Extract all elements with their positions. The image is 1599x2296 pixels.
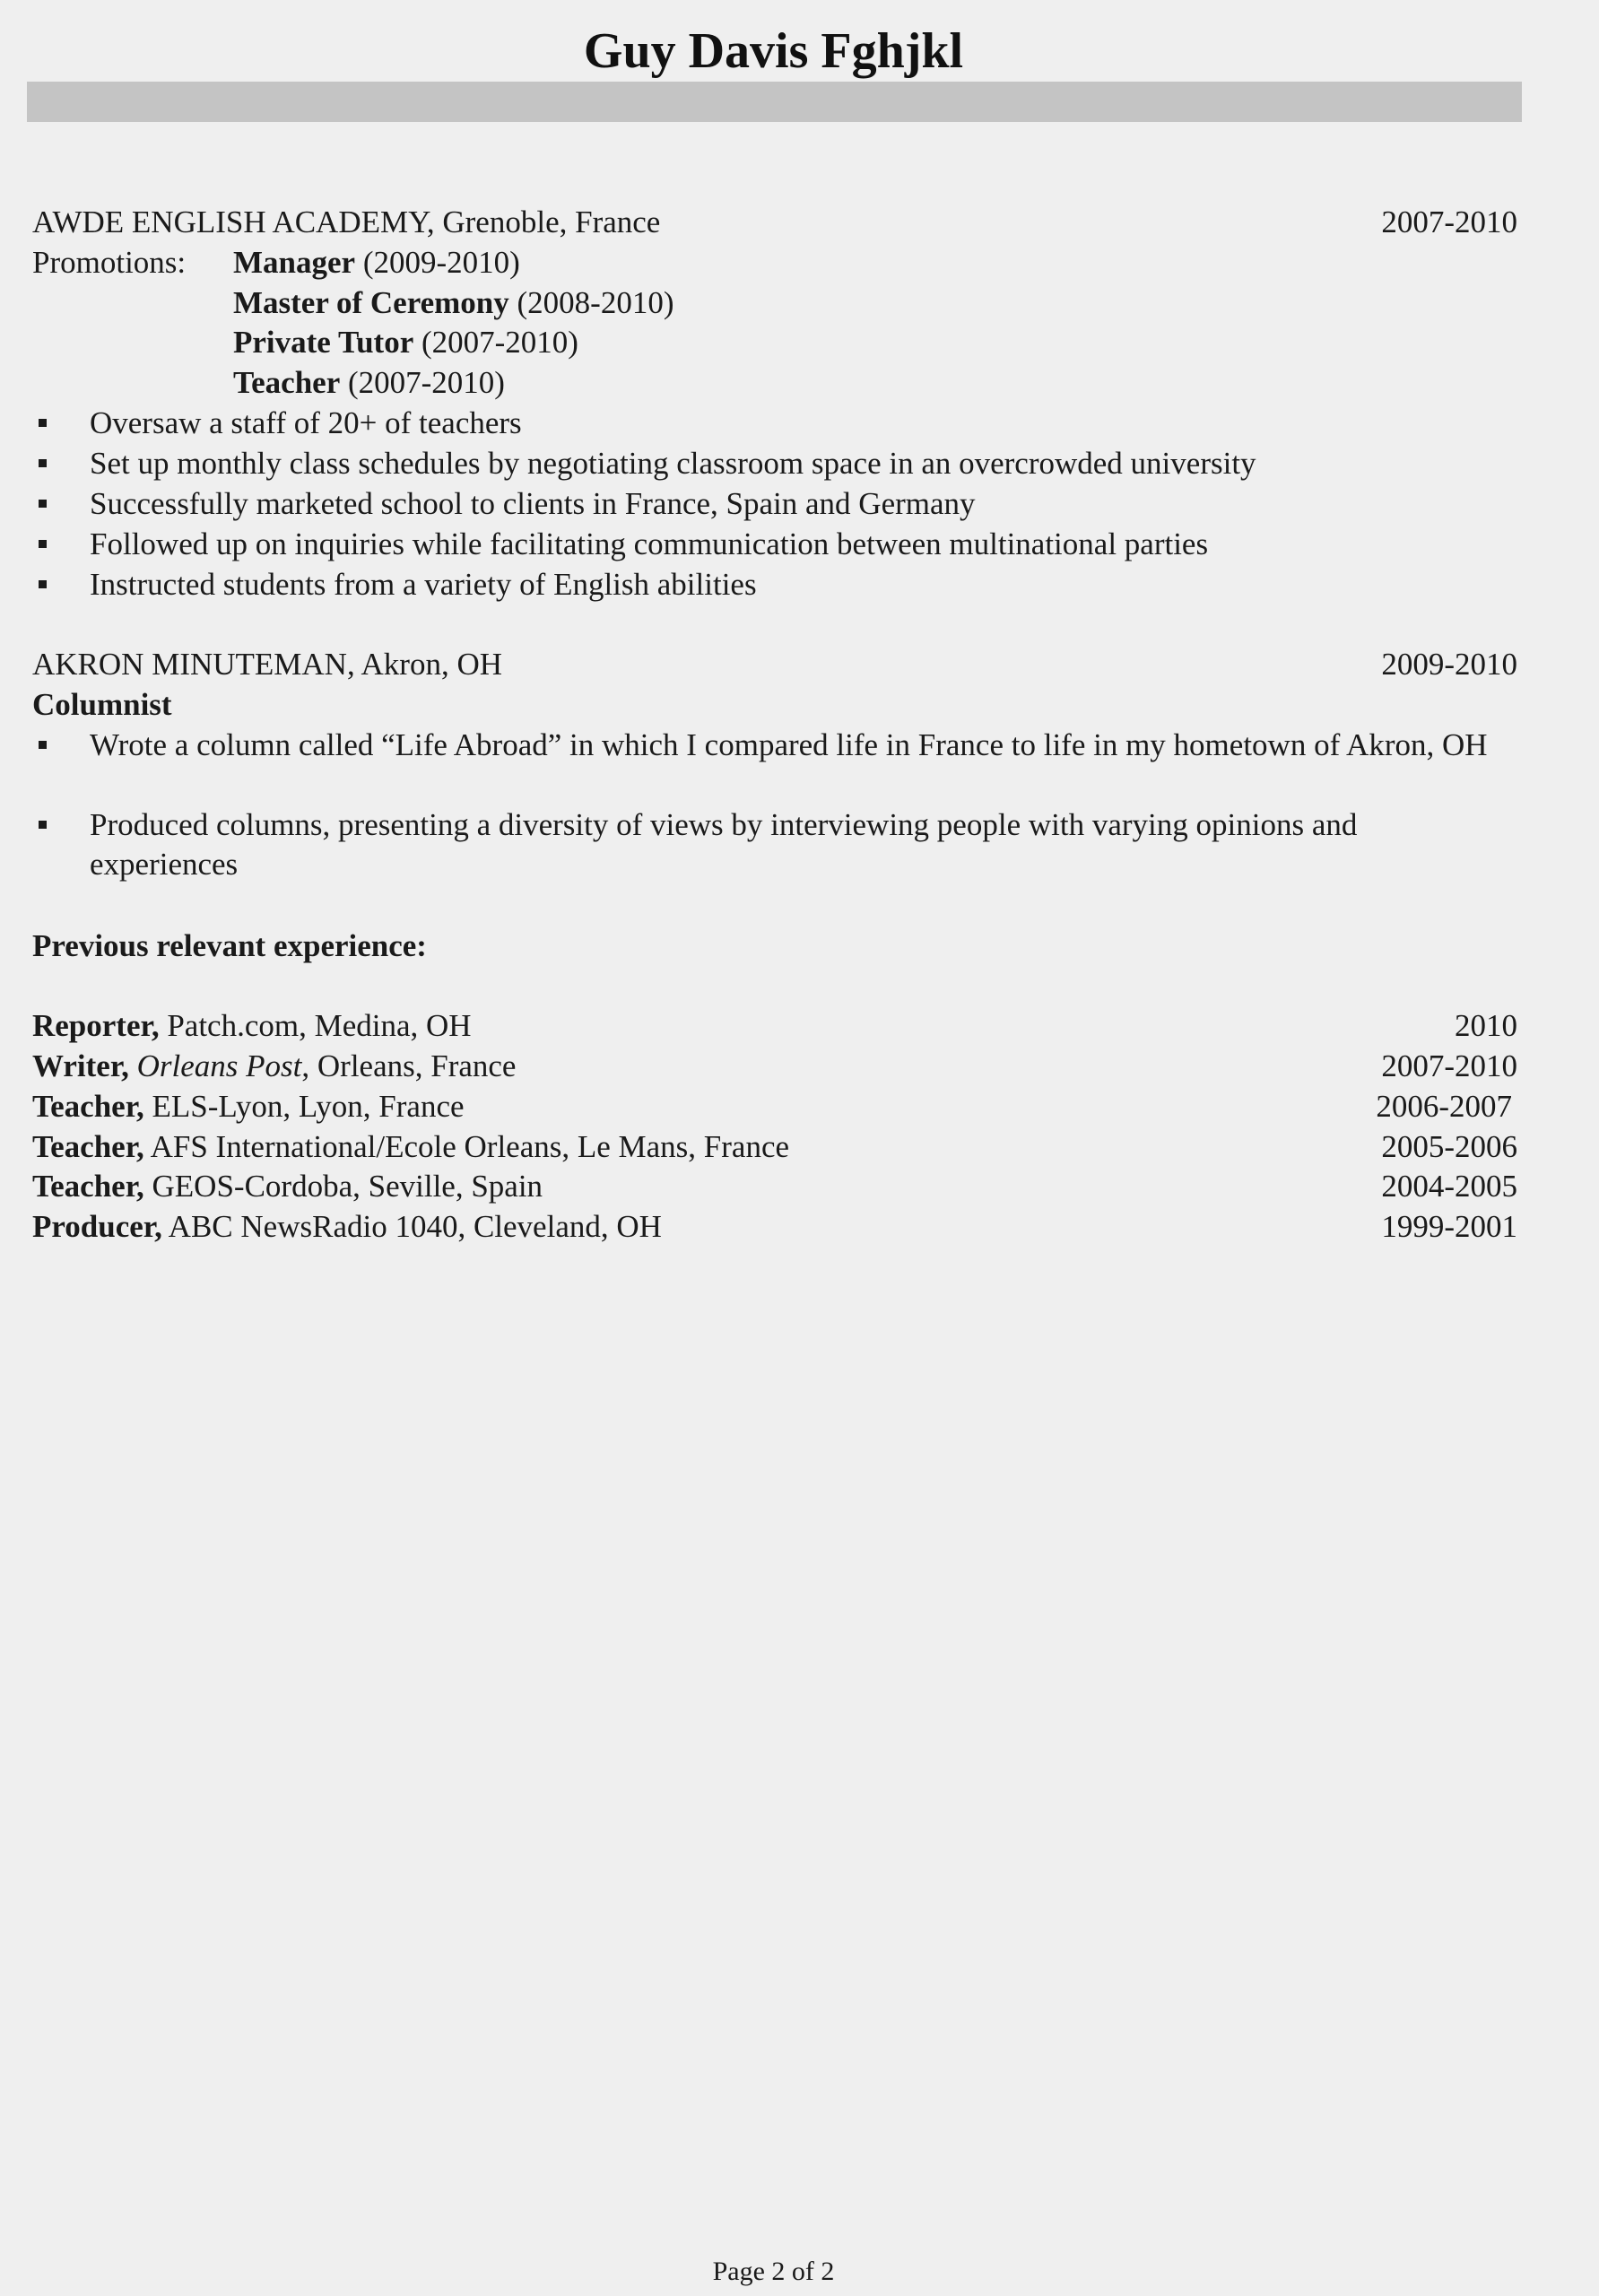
experience-dates: 2007-2010 <box>1381 1048 1517 1083</box>
section-heading-text: Previous relevant experience: <box>32 928 427 963</box>
experience-role: Writer, <box>32 1048 129 1083</box>
bullet-item <box>32 484 1503 524</box>
bullet-item <box>32 404 1503 443</box>
experience-row <box>32 1087 1517 1126</box>
experience-dates: 1999-2001 <box>1381 1209 1517 1244</box>
promotion-title: Manager <box>233 245 356 280</box>
promotion-item <box>233 283 674 323</box>
experience-place: Patch.com, Medina, OH <box>159 1008 472 1043</box>
section-heading <box>32 926 1517 966</box>
bullet-text: Instructed students from a variety of English abilities <box>90 567 757 602</box>
promotion-item <box>233 243 520 283</box>
job-org: AKRON MINUTEMAN, Akron, OH <box>32 647 503 682</box>
experience-dates: 2010 <box>1455 1008 1517 1043</box>
promotions-label-text: Promotions: <box>32 245 187 280</box>
promotion-years: (2007-2010) <box>348 365 505 400</box>
bullet-text: Followed up on inquiries while facilitating communication between multinational parties <box>90 526 1209 561</box>
job-dates: 2009-2010 <box>1381 647 1517 682</box>
experience-place: AFS International/Ecole Orleans, Le Mans, France <box>143 1129 790 1164</box>
experience-place: ELS-Lyon, Lyon, France <box>143 1089 465 1124</box>
promotion-years: (2008-2010) <box>517 285 674 320</box>
bullet-text: Oversaw a staff of 20+ of teachers <box>90 405 522 440</box>
resume-name: Guy Davis Fghjkl <box>583 23 964 79</box>
experience-role: Teacher, <box>32 1089 144 1124</box>
experience-row <box>32 1047 1517 1086</box>
experience-row <box>32 1207 1517 1247</box>
bullet-text: Wrote a column called “Life Abroad” in which I compared life in France to life in my hometown of Akron, OH <box>90 727 1488 762</box>
experience-place: GEOS-Cordoba, Seville, Spain <box>143 1169 543 1204</box>
promotion-title: Teacher <box>233 365 341 400</box>
experience-role: Teacher, <box>32 1169 144 1204</box>
job-header-awde <box>32 203 1517 242</box>
job-org: AWDE ENGLISH ACADEMY, Grenoble, France <box>32 204 661 239</box>
bullet-item <box>32 805 1503 884</box>
job-title-text: Columnist <box>32 687 172 722</box>
bullet-square-icon <box>39 419 47 427</box>
bullet-square-icon <box>39 500 47 508</box>
experience-dates: 2006-2007 <box>1376 1089 1512 1124</box>
job-header-akron <box>32 645 1517 684</box>
job-title <box>32 685 1517 725</box>
promotion-title: Private Tutor <box>233 325 414 360</box>
bullet-text: Set up monthly class schedules by negotiating classroom space in an overcrowded university <box>90 446 1256 481</box>
header-rule <box>27 82 1522 122</box>
experience-role: Teacher, <box>32 1129 144 1164</box>
bullet-square-icon <box>39 459 47 467</box>
experience-role: Producer, <box>32 1209 162 1244</box>
bullet-item <box>32 726 1503 765</box>
experience-dates: 2005-2006 <box>1381 1129 1517 1164</box>
bullet-text: Successfully marketed school to clients in France, Spain and Germany <box>90 486 976 521</box>
bullet-square-icon <box>39 540 47 548</box>
bullet-text: Produced columns, presenting a diversity of views by interviewing people with varying opinions and experiences <box>90 807 1358 882</box>
job-dates: 2007-2010 <box>1381 204 1517 239</box>
promotion-title: Master of Ceremony <box>233 285 509 320</box>
experience-place: ABC NewsRadio 1040, Cleveland, OH <box>161 1209 662 1244</box>
promotion-item <box>233 323 578 362</box>
promotion-item <box>233 363 505 403</box>
experience-publication: Orleans Post <box>136 1048 302 1083</box>
experience-role: Reporter, <box>32 1008 160 1043</box>
bullet-square-icon <box>39 741 47 749</box>
promotion-years: (2009-2010) <box>362 245 520 280</box>
bullet-square-icon <box>39 580 47 588</box>
bullet-item <box>32 565 1503 604</box>
experience-row <box>32 1127 1517 1167</box>
promotion-years: (2007-2010) <box>421 325 578 360</box>
bullet-square-icon <box>39 821 47 829</box>
bullet-item <box>32 444 1503 483</box>
experience-row <box>32 1006 1517 1046</box>
experience-place: , Orleans, France <box>301 1048 517 1083</box>
page-number: Page 2 of 2 <box>712 2257 835 2286</box>
experience-row <box>32 1167 1517 1206</box>
bullet-item <box>32 525 1503 564</box>
experience-dates: 2004-2005 <box>1381 1169 1517 1204</box>
